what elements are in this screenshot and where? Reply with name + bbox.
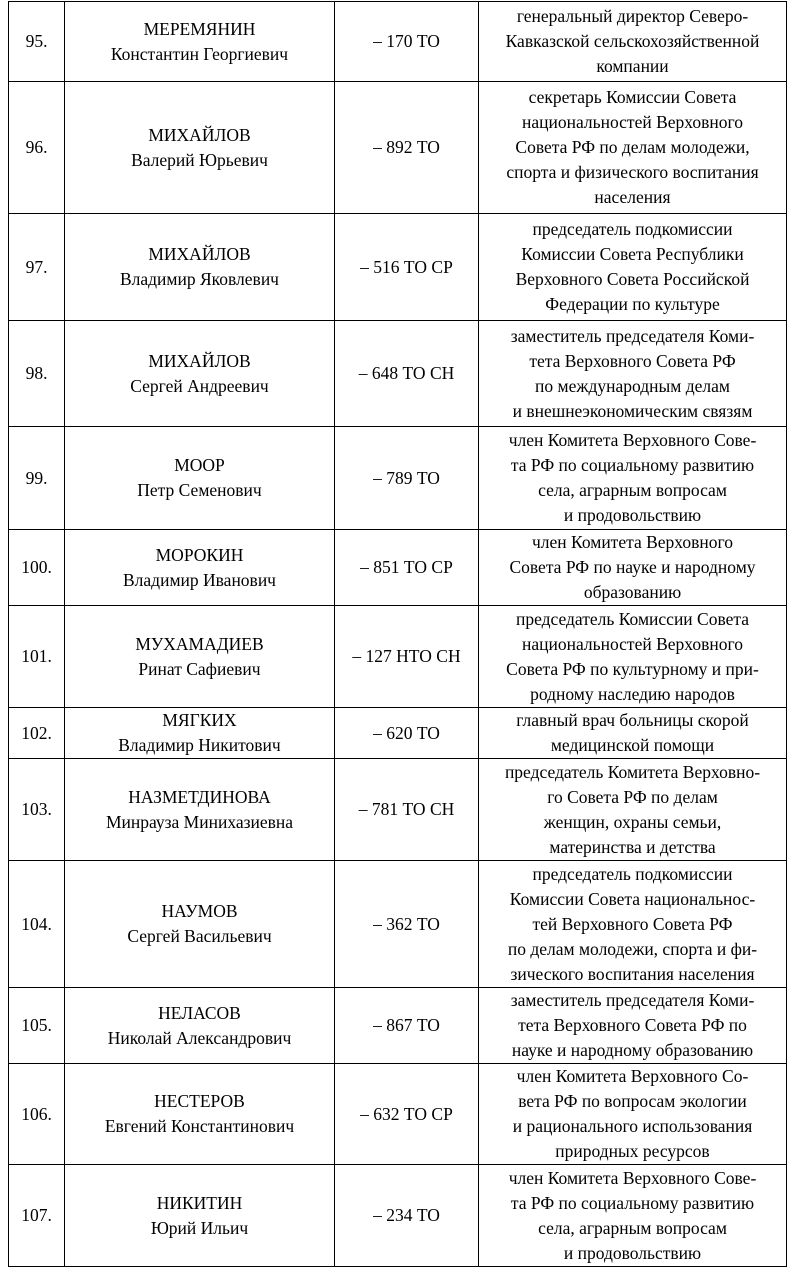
deputy-position — [479, 861, 787, 988]
position-line: населения — [594, 187, 671, 207]
deputy-name-cell — [65, 988, 335, 1064]
deputy-position — [479, 708, 787, 759]
deputy-given-name: Николай Александрович — [107, 1027, 292, 1048]
deputy-code: – 632 ТО СР — [335, 1064, 479, 1165]
deputy-surname: НЕСТЕРОВ — [154, 1091, 245, 1111]
row-number: 100. — [9, 530, 65, 606]
position-line: председатель подкомиссии — [532, 219, 733, 239]
row-number: 106. — [9, 1064, 65, 1165]
table-row — [9, 2, 787, 82]
row-number: 102. — [9, 708, 65, 759]
deputy-position — [479, 759, 787, 861]
position-line: и продовольствию — [563, 1242, 702, 1263]
position-line: член Комитета Верховного Сове- — [508, 1167, 757, 1188]
deputy-code: – 127 НТО СН — [335, 606, 479, 708]
position-line: зического воспитания населения — [510, 963, 755, 984]
deputy-code: – 892 ТО — [335, 82, 479, 214]
deputy-name-cell — [65, 861, 335, 988]
position-line: главный врач больницы скорой — [516, 710, 749, 730]
table-row — [9, 427, 787, 530]
deputy-name-cell — [65, 708, 335, 759]
position-line: генеральный директор Северо- — [516, 6, 749, 26]
deputy-name-cell — [65, 606, 335, 708]
deputy-position — [479, 988, 787, 1064]
position-line: член Комитета Верховного — [531, 532, 733, 552]
row-number: 101. — [9, 606, 65, 708]
deputy-name-cell — [65, 1165, 335, 1267]
deputy-given-name: Владимир Никитович — [118, 735, 281, 755]
deputy-name-cell — [65, 530, 335, 606]
position-line: села, аграрным вопросам — [538, 480, 727, 500]
position-line: секретарь Комиссии Совета — [528, 87, 737, 107]
deputy-surname: МЯГКИХ — [162, 710, 237, 730]
deputy-surname: МЕРЕМЯНИН — [143, 18, 256, 39]
row-number: 107. — [9, 1165, 65, 1267]
position-line: материнства и детства — [549, 836, 716, 857]
position-line: образованию — [583, 582, 682, 602]
deputies-table-body — [9, 2, 787, 1267]
deputy-given-name: Евгений Константинович — [104, 1116, 295, 1136]
position-line: и продовольствию — [563, 505, 702, 525]
position-line: тета Верховного Совета РФ по — [518, 1015, 747, 1035]
deputy-given-name: Валерий Юрьевич — [131, 149, 268, 170]
deputy-code: – 516 ТО СР — [335, 214, 479, 321]
deputy-surname: МИХАЙЛОВ — [148, 350, 251, 371]
position-line: медицинской помощи — [550, 735, 715, 755]
position-line: по международным делам — [535, 375, 730, 396]
row-number: 95. — [9, 2, 65, 82]
position-line: Кавказской сельскохозяйственной — [505, 31, 760, 51]
position-line: председатель Комиссии Совета — [515, 608, 750, 629]
table-row — [9, 1064, 787, 1165]
deputy-surname: МУХАМАДИЕВ — [135, 633, 264, 654]
row-number: 96. — [9, 82, 65, 214]
position-line: природных ресурсов — [555, 1141, 710, 1161]
deputy-given-name: Ринат Сафиевич — [138, 658, 261, 679]
deputy-surname: НАЗМЕТДИНОВА — [128, 786, 271, 807]
deputy-given-name: Владимир Иванович — [123, 569, 276, 590]
position-line: Верховного Совета Российской — [515, 269, 750, 289]
position-line: Совета РФ по науке и народному — [509, 557, 756, 577]
deputy-given-name: Минрауза Минихазиевна — [105, 811, 294, 832]
deputies-table — [8, 1, 787, 1267]
position-line: родному наследию народов — [530, 683, 735, 704]
deputy-given-name: Петр Семенович — [137, 480, 262, 500]
table-row — [9, 530, 787, 606]
row-number: 105. — [9, 988, 65, 1064]
deputy-given-name: Константин Георгиевич — [110, 43, 289, 64]
table-row — [9, 214, 787, 321]
position-line: та РФ по социальному развитию — [510, 1192, 755, 1213]
position-line: и рационального использования — [512, 1116, 753, 1136]
position-line: Комиссии Совета Республики — [521, 244, 744, 264]
position-line: тета Верховного Совета РФ — [529, 350, 736, 371]
deputy-code: – 620 ТО — [335, 708, 479, 759]
position-line: компании — [596, 56, 669, 76]
position-line: науке и народному образованию — [511, 1040, 754, 1060]
deputy-surname: МООР — [174, 455, 225, 475]
deputy-code: – 851 ТО СР — [335, 530, 479, 606]
row-number: 104. — [9, 861, 65, 988]
position-line: национальностей Верховного — [522, 112, 743, 132]
deputy-code: – 781 ТО СН — [335, 759, 479, 861]
deputy-position — [479, 321, 787, 427]
position-line: та РФ по социальному развитию — [510, 455, 755, 475]
position-line: Совета РФ по делам молодежи, — [515, 137, 750, 157]
table-row — [9, 988, 787, 1064]
deputy-code: – 362 ТО — [335, 861, 479, 988]
deputy-surname: МОРОКИН — [155, 544, 244, 565]
table-row — [9, 82, 787, 214]
position-line: и внешнеэкономическим связям — [512, 400, 753, 421]
deputy-given-name: Юрий Ильич — [150, 1217, 249, 1238]
row-number: 99. — [9, 427, 65, 530]
deputy-position — [479, 82, 787, 214]
deputy-position — [479, 606, 787, 708]
deputy-surname: МИХАЙЛОВ — [148, 124, 251, 145]
deputy-name-cell — [65, 214, 335, 321]
deputy-code: – 789 ТО — [335, 427, 479, 530]
deputy-position — [479, 214, 787, 321]
position-line: спорта и физического воспитания — [506, 162, 759, 182]
row-number: 103. — [9, 759, 65, 861]
position-line: член Комитета Верховного Сове- — [508, 430, 757, 450]
deputy-surname: НЕЛАСОВ — [158, 1002, 241, 1023]
deputy-name-cell — [65, 2, 335, 82]
table-row — [9, 1165, 787, 1267]
position-line: член Комитета Верховного Со- — [516, 1066, 749, 1086]
deputy-position — [479, 1064, 787, 1165]
deputy-surname: НИКИТИН — [156, 1192, 243, 1213]
deputy-name-cell — [65, 82, 335, 214]
deputy-given-name: Сергей Васильевич — [127, 926, 272, 946]
position-line: го Совета РФ по делам — [547, 786, 718, 807]
table-row — [9, 321, 787, 427]
deputy-surname: МИХАЙЛОВ — [148, 244, 251, 264]
deputy-name-cell — [65, 759, 335, 861]
deputy-position — [479, 1165, 787, 1267]
deputy-position — [479, 2, 787, 82]
deputy-code: – 234 ТО — [335, 1165, 479, 1267]
deputy-code: – 170 ТО — [335, 2, 479, 82]
position-line: по делам молодежи, спорта и фи- — [507, 938, 758, 959]
deputy-name-cell — [65, 1064, 335, 1165]
deputy-position — [479, 530, 787, 606]
position-line: Комиссии Совета национальнос- — [509, 888, 756, 909]
table-row — [9, 708, 787, 759]
deputy-position — [479, 427, 787, 530]
position-line: тей Верховного Совета РФ — [532, 913, 733, 934]
row-number: 97. — [9, 214, 65, 321]
position-line: национальностей Верховного — [522, 633, 743, 654]
position-line: женщин, охраны семьи, — [543, 811, 722, 832]
position-line: заместитель председателя Коми- — [510, 325, 755, 346]
position-line: села, аграрным вопросам — [538, 1217, 727, 1238]
table-row — [9, 861, 787, 988]
deputy-surname: НАУМОВ — [161, 901, 238, 921]
position-line: председатель Комитета Верховно- — [504, 761, 761, 782]
position-line: председатель подкомиссии — [532, 863, 733, 884]
deputy-name-cell — [65, 427, 335, 530]
deputy-given-name: Сергей Андреевич — [130, 375, 269, 396]
deputy-given-name: Владимир Яковлевич — [119, 269, 279, 289]
deputy-code: – 867 ТО — [335, 988, 479, 1064]
position-line: вета РФ по вопросам экологии — [518, 1091, 747, 1111]
table-row — [9, 759, 787, 861]
position-line: заместитель председателя Коми- — [510, 990, 755, 1010]
deputy-code: – 648 ТО СН — [335, 321, 479, 427]
position-line: Совета РФ по культурному и при- — [506, 658, 759, 679]
deputy-name-cell — [65, 321, 335, 427]
position-line: Федерации по культуре — [545, 294, 720, 314]
table-row — [9, 606, 787, 708]
row-number: 98. — [9, 321, 65, 427]
